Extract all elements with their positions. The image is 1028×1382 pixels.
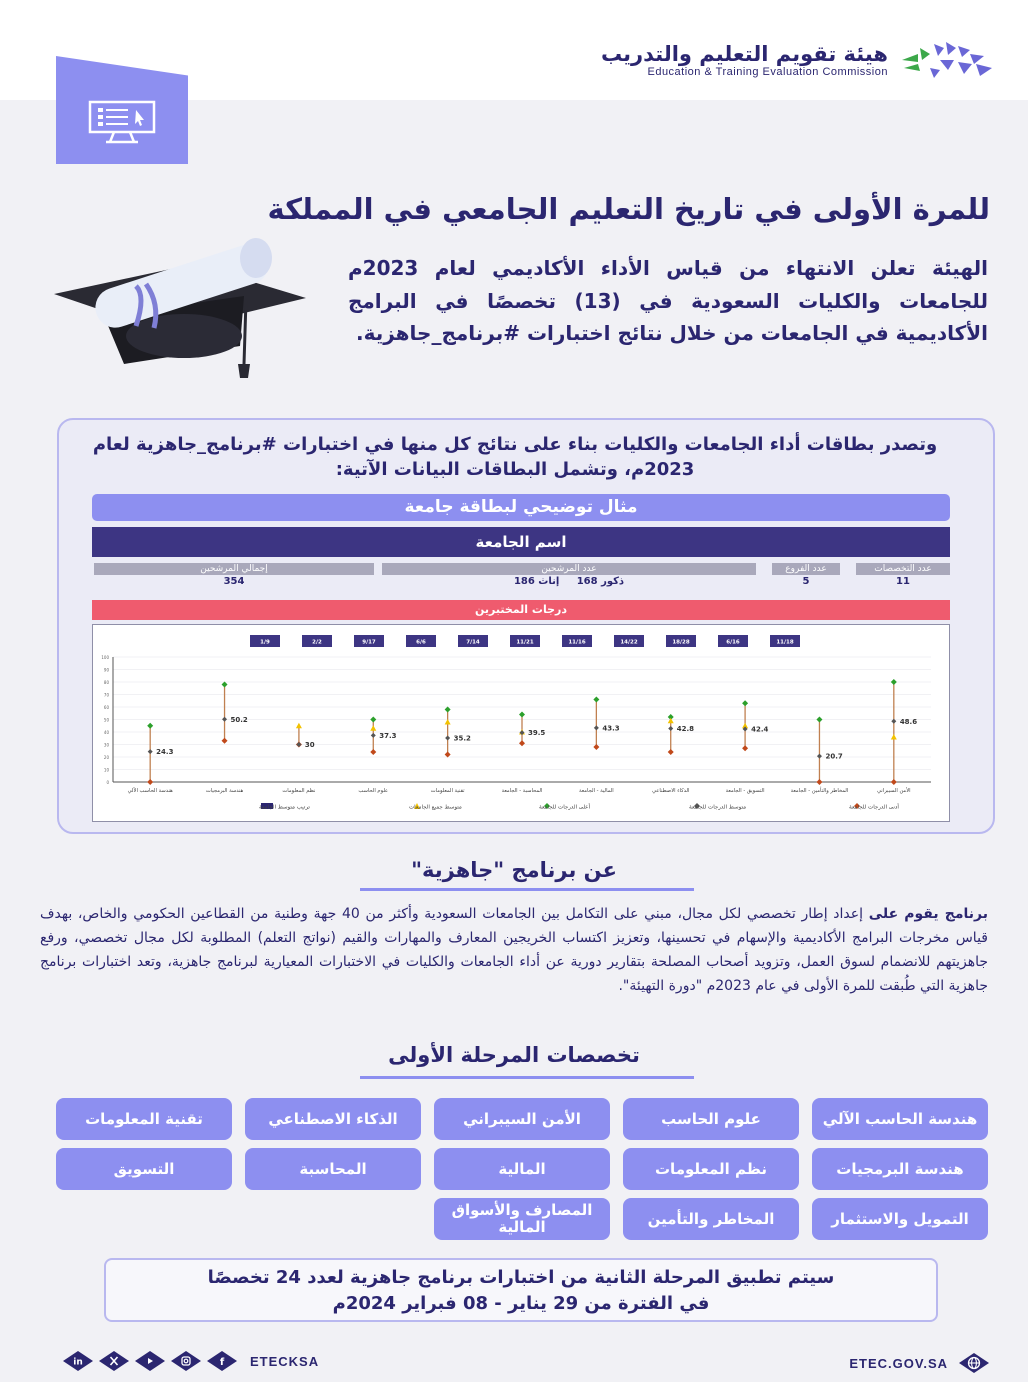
- average-data-label: 48.6: [899, 717, 918, 726]
- specialization-item: الذكاء الاصطناعي: [245, 1098, 421, 1140]
- average-data-label: 42.8: [676, 725, 695, 733]
- specialization-item: المخاطر والتأمين: [623, 1198, 799, 1240]
- x-twitter-icon[interactable]: [98, 1350, 130, 1372]
- card-description: وتصدر بطاقات أداء الجامعات والكليات بناء على نتائج كل منها في اختبارات #برنامج_جاهزية لعام 2023م، وتشمل البطاقات البيانات الآتية:: [92, 434, 938, 480]
- org-logo-text: [601, 42, 888, 78]
- intro-paragraph: الهيئة تعلن الانتهاء من قياس الأداء الأكاديمي لعام 2023م للجامعات والكليات السعودية في (13) تخصصًا في البرامج الأكاديمية في الجامعات من خلال نتائج اختبارات #برنامج_جاهزية.: [348, 256, 988, 345]
- candidates-breakdown: [382, 575, 756, 589]
- y-tick-label: 90: [103, 667, 109, 673]
- specialization-item: التسويق: [56, 1148, 232, 1190]
- specialization-item: هندسة الحاسب الآلي: [812, 1098, 988, 1140]
- all-universities-average-point: [891, 734, 897, 740]
- scores-chart-frame: [92, 624, 950, 822]
- x-tick-label: المخاطر والتأمين - الجامعة: [790, 788, 849, 794]
- rank-label: 18/28: [672, 639, 690, 646]
- x-tick-label: تقنية المعلومات: [430, 788, 465, 794]
- y-tick-label: 70: [103, 692, 109, 698]
- y-tick-label: 40: [103, 730, 109, 735]
- y-tick-label: 100: [101, 655, 109, 660]
- university-average-point: [445, 736, 450, 741]
- org-name-ar: هيئة تقويم التعليم والتدريب: [600, 42, 888, 66]
- phase1-title-underline: [360, 1076, 694, 1079]
- facebook-icon[interactable]: [206, 1350, 238, 1372]
- average-data-label: 43.3: [602, 724, 620, 733]
- all-universities-average-point: [370, 725, 376, 731]
- footer-social: [62, 1350, 319, 1372]
- rank-label: 11/18: [776, 639, 794, 646]
- max-score-point: [816, 717, 822, 723]
- specializations-label: عدد التخصصات: [856, 563, 950, 575]
- max-score-point: [370, 717, 376, 723]
- legend-label: ترتيب متوسط الجامعة: [259, 804, 310, 811]
- about-title-underline: [360, 888, 694, 891]
- y-tick-label: 20: [103, 755, 109, 760]
- rank-label: 6/16: [726, 639, 740, 646]
- average-data-label: 37.3: [379, 731, 397, 740]
- etec-logo-icon: [900, 38, 996, 82]
- graduation-cap-illustration: [44, 236, 314, 386]
- legend-label: متوسط الدرجات للجامعة: [689, 804, 747, 811]
- min-score-point: [742, 745, 748, 751]
- page-headline: للمرة الأولى في تاريخ التعليم الجامعي في المملكة: [267, 192, 990, 226]
- all-universities-average-point: [668, 718, 674, 724]
- x-tick-label: الذكاء الاصطناعي: [651, 788, 690, 794]
- about-title: عن برنامج "جاهزية": [411, 858, 617, 882]
- org-name-en: Education & Training Evaluation Commission: [647, 66, 888, 78]
- average-data-label: 39.5: [528, 729, 546, 738]
- females-label: إناث: [538, 576, 560, 587]
- specialization-item: علوم الحاسب: [623, 1098, 799, 1140]
- total-label: إجمالي المرشحين: [94, 563, 374, 575]
- specialization-item: التمويل والاستثمار: [812, 1198, 988, 1240]
- max-score-point: [222, 682, 228, 688]
- min-score-point: [147, 779, 153, 785]
- branches-count: [772, 563, 840, 589]
- specialization-item: هندسة البرمجيات: [812, 1148, 988, 1190]
- candidates-label: عدد المرشحين: [382, 563, 756, 575]
- x-tick-label: التسويق - الجامعة: [725, 788, 765, 794]
- rank-label: 6/6: [416, 639, 426, 646]
- phase2-line2: في الفترة من 29 يناير - 08 فبراير 2024م: [332, 1293, 710, 1314]
- y-tick-label: 60: [103, 705, 109, 710]
- min-score-point: [222, 738, 228, 744]
- youtube-icon[interactable]: [134, 1350, 166, 1372]
- min-score-point: [370, 749, 376, 755]
- rank-label: 9/17: [362, 639, 376, 646]
- max-score-point: [445, 707, 451, 713]
- computer-screen-icon: [88, 100, 156, 144]
- rank-label: 14/22: [620, 639, 638, 646]
- linkedin-icon[interactable]: [62, 1350, 94, 1372]
- total-value: 354: [223, 576, 245, 587]
- min-score-point: [445, 752, 451, 758]
- y-tick-label: 30: [103, 742, 109, 748]
- specialization-item: المحاسبة: [245, 1148, 421, 1190]
- specialization-item: المصارف والأسواق المالية: [434, 1198, 610, 1240]
- average-data-label: 20.7: [825, 752, 843, 761]
- max-score-point: [891, 679, 897, 685]
- x-tick-label: هندسة البرمجيات: [205, 788, 244, 794]
- x-tick-label: المحاسبة - الجامعة: [501, 788, 543, 794]
- females-value: 186: [513, 576, 535, 587]
- average-data-label: 30: [304, 741, 315, 749]
- footer-website[interactable]: [849, 1352, 990, 1374]
- branches-value: 5: [802, 576, 810, 587]
- instagram-icon[interactable]: [170, 1350, 202, 1372]
- rank-label: 2/2: [312, 639, 322, 646]
- x-tick-label: نظم المعلومات: [282, 788, 316, 794]
- scores-title-bar: درجات المختبرين: [92, 600, 950, 620]
- y-tick-label: 0: [106, 780, 109, 785]
- phase1-title: تخصصات المرحلة الأولى: [388, 1043, 640, 1067]
- university-average-point: [594, 725, 599, 730]
- specialization-item: تقنية المعلومات: [56, 1098, 232, 1140]
- min-score-point: [816, 779, 822, 785]
- phase2-notice: [104, 1258, 938, 1322]
- website-text[interactable]: ETEC.GOV.SA: [849, 1355, 948, 1371]
- about-paragraph: [40, 902, 988, 998]
- max-score-point: [519, 712, 525, 718]
- university-average-point: [371, 733, 376, 738]
- example-card-title: مثال توضيحي لبطاقة جامعة: [92, 494, 950, 521]
- university-average-point: [668, 726, 673, 731]
- legend-label: أدنى الدرجات للجامعة: [849, 804, 899, 811]
- all-universities-average-point: [296, 723, 302, 729]
- university-average-point: [296, 742, 301, 747]
- svg-text:in: in: [73, 1357, 83, 1368]
- rank-label: 1/9: [260, 639, 270, 646]
- university-average-point: [817, 754, 822, 759]
- specializations-count: [856, 563, 950, 589]
- specialization-item: المالية: [434, 1148, 610, 1190]
- y-tick-label: 80: [103, 680, 109, 685]
- rank-label: 7/14: [466, 639, 480, 646]
- min-score-point: [519, 740, 525, 746]
- legend-label: أعلى الدرجات للجامعة: [539, 804, 590, 811]
- specialization-item: نظم المعلومات: [623, 1148, 799, 1190]
- males-label: ذكور: [601, 576, 625, 587]
- university-average-point: [222, 717, 227, 722]
- candidates-count: [382, 563, 756, 589]
- max-score-point: [593, 697, 599, 703]
- specialization-item: الأمن السيبراني: [434, 1098, 610, 1140]
- x-tick-label: الأمن السيبراني: [876, 788, 911, 794]
- average-data-label: 42.4: [751, 725, 769, 734]
- x-tick-label: علوم الحاسب: [358, 788, 389, 794]
- average-data-label: 35.2: [453, 734, 471, 743]
- total-candidates: [94, 563, 374, 589]
- university-average-point: [148, 749, 153, 754]
- x-tick-label: هندسة الحاسب الآلي: [127, 788, 173, 794]
- y-tick-label: 10: [103, 767, 109, 773]
- rank-label: 11/21: [516, 639, 534, 646]
- min-score-point: [668, 749, 674, 755]
- min-score-point: [593, 744, 599, 750]
- x-tick-label: المالية - الجامعة: [579, 788, 614, 794]
- about-lead: برنامج يقوم على: [868, 906, 988, 922]
- all-universities-average-point: [445, 719, 451, 725]
- phase2-line1: سيتم تطبيق المرحلة الثانية من اختبارات برنامج جاهزية لعدد 24 تخصصًا: [207, 1267, 835, 1288]
- y-tick-label: 50: [103, 717, 109, 723]
- university-name-bar: اسم الجامعة: [92, 527, 950, 557]
- branches-label: عدد الفروع: [772, 563, 840, 575]
- specializations-value: 11: [896, 576, 910, 587]
- max-score-point: [147, 723, 153, 729]
- svg-text:f: f: [219, 1357, 225, 1368]
- legend-label: متوسط جميع الجامعات: [409, 804, 462, 811]
- about-text: إعداد إطار تخصصي لكل مجال، مبني على التكامل بين الجامعات السعودية وأكثر من 40 جهة وطنية من القطاعين الحكومي والخاص، بهدف قياس مخرجات البرامج الأكاديمية والإسهام في تحسينها، وتعزيز اكتساب الخريجين المعارف والمهارات والقيم (نواتج التعلم) المطلوبة لكل مجال تخصصي، ورفع جاهزيتهم للانضمام لسوق العمل، وتزويد أصحاب المصلحة بتقارير دورية عن أداء الجامعات والكليات في الاختبارات المعيارية لبرنامج جاهزية، وتعد اختبارات برنامج جاهزية التي طُبقت للمرة الأولى في عام 2023م "دورة التهيئة".: [40, 906, 988, 994]
- scores-chart: [93, 625, 948, 820]
- max-score-point: [742, 700, 748, 706]
- average-data-label: 50.2: [230, 715, 248, 724]
- males-value: 168: [576, 576, 598, 587]
- social-handle[interactable]: ETECKSA: [250, 1353, 320, 1369]
- min-score-point: [891, 779, 897, 785]
- globe-icon: [958, 1352, 990, 1374]
- average-data-label: 24.3: [156, 748, 174, 757]
- rank-label: 11/16: [568, 639, 586, 646]
